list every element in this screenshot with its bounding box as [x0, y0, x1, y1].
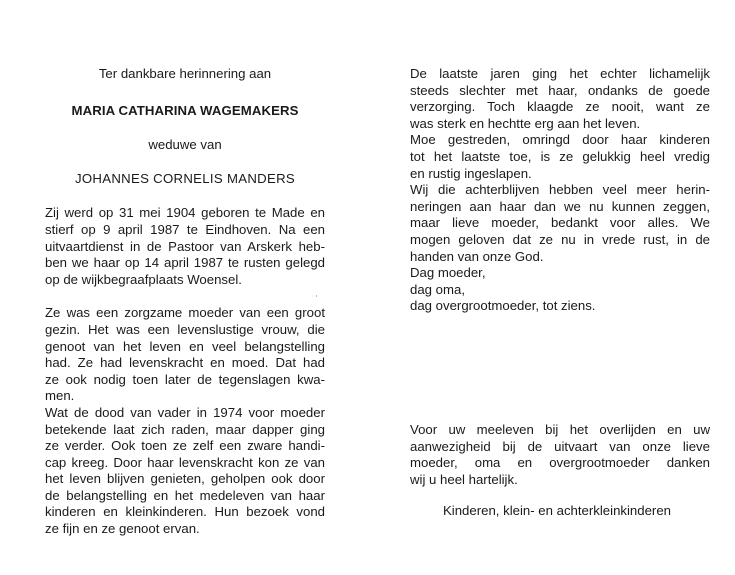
text-line: neringen aan haar dan we nu kunnen zeggen,: [410, 198, 710, 214]
text-line: stierf op 9 april 1987 te Eindhoven. Na een: [45, 221, 325, 237]
text-line: was sterk en hechtte erg aan het leven.: [410, 115, 641, 131]
text-line: en rustig ingeslapen.: [410, 165, 532, 181]
text-line: Voor uw meeleven bij het overlijden en uw: [410, 422, 710, 437]
text-line: verzorging. Toch klaagde ze nooit, want ze: [410, 99, 710, 115]
text-line: gezin. Het was een levenslustige vrouw, die: [45, 321, 325, 337]
text-line: dag oma,: [410, 281, 465, 297]
text-line: Zij werd op 31 mei 1904 geboren te Made en: [45, 205, 325, 221]
text-line: genoot van het leven en veel belangstelling: [45, 338, 325, 354]
text-line: cap kreeg. Door haar levenskracht kon ze van: [45, 454, 325, 470]
widow-of-text: weduwe van: [148, 137, 222, 153]
text-line: Moe gestreden, omringd door haar kinderen: [410, 132, 710, 148]
text-line: op de wijkbegraafplaats Woensel.: [45, 271, 242, 287]
text-line: maar lieve moeder, bedankt voor alles. We: [410, 215, 710, 231]
text-line: Dag moeder,: [410, 265, 486, 281]
text-line: had. Ze had levenskracht en moed. Dat had: [45, 355, 325, 371]
text-line: betekende laat zich raden, maar dapper ging: [45, 421, 325, 437]
text-line: ze fijn en ze genoot ervan.: [45, 521, 200, 537]
birth-death-paragraph: [45, 205, 325, 288]
text-line: het leven blijven genieten, geholpen ook door: [45, 471, 325, 487]
text-line: handen van onze God.: [410, 248, 544, 264]
text-line: ze ook nodig toen later de tegenslagen kwa-: [45, 371, 325, 387]
text-line: dag overgrootmoeder, tot ziens.: [410, 298, 596, 314]
text-line: Wij die achterblijven hebben veel meer herin-: [410, 182, 710, 198]
text-line: mogen geloven dat ze nu in vrede rust, in de: [410, 231, 710, 247]
life-paragraph: [45, 305, 325, 537]
thanks-paragraph: [410, 422, 710, 488]
intro-text: Ter dankbare herinnering aan: [98, 66, 272, 81]
text-line: steeds slechter met haar, ondanks de goede: [410, 82, 710, 98]
deceased-name: MARIA CATHARINA WAGEMAKERS: [71, 102, 299, 118]
text-line: Wat de dood van vader in 1974 voor moeder: [45, 404, 325, 420]
text-line: De laatste jaren ging het echter lichamelijk: [410, 66, 710, 81]
print-speck: [316, 295, 317, 297]
text-line: ben we haar op 14 april 1987 te rusten gelegd: [45, 255, 325, 271]
text-line: ze verder. Ook toen ze zelf een zware handi-: [45, 438, 325, 454]
text-line: kinderen en kleinkinderen. Hun bezoek vond: [45, 504, 325, 520]
text-line: de belangstelling en het medeleven van haar: [45, 487, 325, 503]
text-line: wij u heel hartelijk.: [410, 471, 518, 487]
text-line: moeder, oma en overgrootmoeder danken: [410, 455, 710, 471]
text-line: uitvaartdienst in de Pastoor van Arskerk heb-: [45, 238, 325, 254]
text-line: aanwezigheid bij de uitvaart van onze lieve: [410, 438, 710, 454]
final-years-paragraph: [410, 66, 710, 315]
text-line: tot het laatste toe, is ze gelukkig heel vredig: [410, 148, 710, 164]
text-line: Ze was een zorgzame moeder van een groot: [45, 305, 325, 321]
left-column: [45, 66, 325, 538]
family-signoff: Kinderen, klein- en achterkleinkinderen: [443, 503, 671, 518]
text-line: men.: [45, 388, 75, 404]
husband-name: JOHANNES CORNELIS MANDERS: [74, 170, 295, 186]
right-column: [410, 66, 710, 315]
